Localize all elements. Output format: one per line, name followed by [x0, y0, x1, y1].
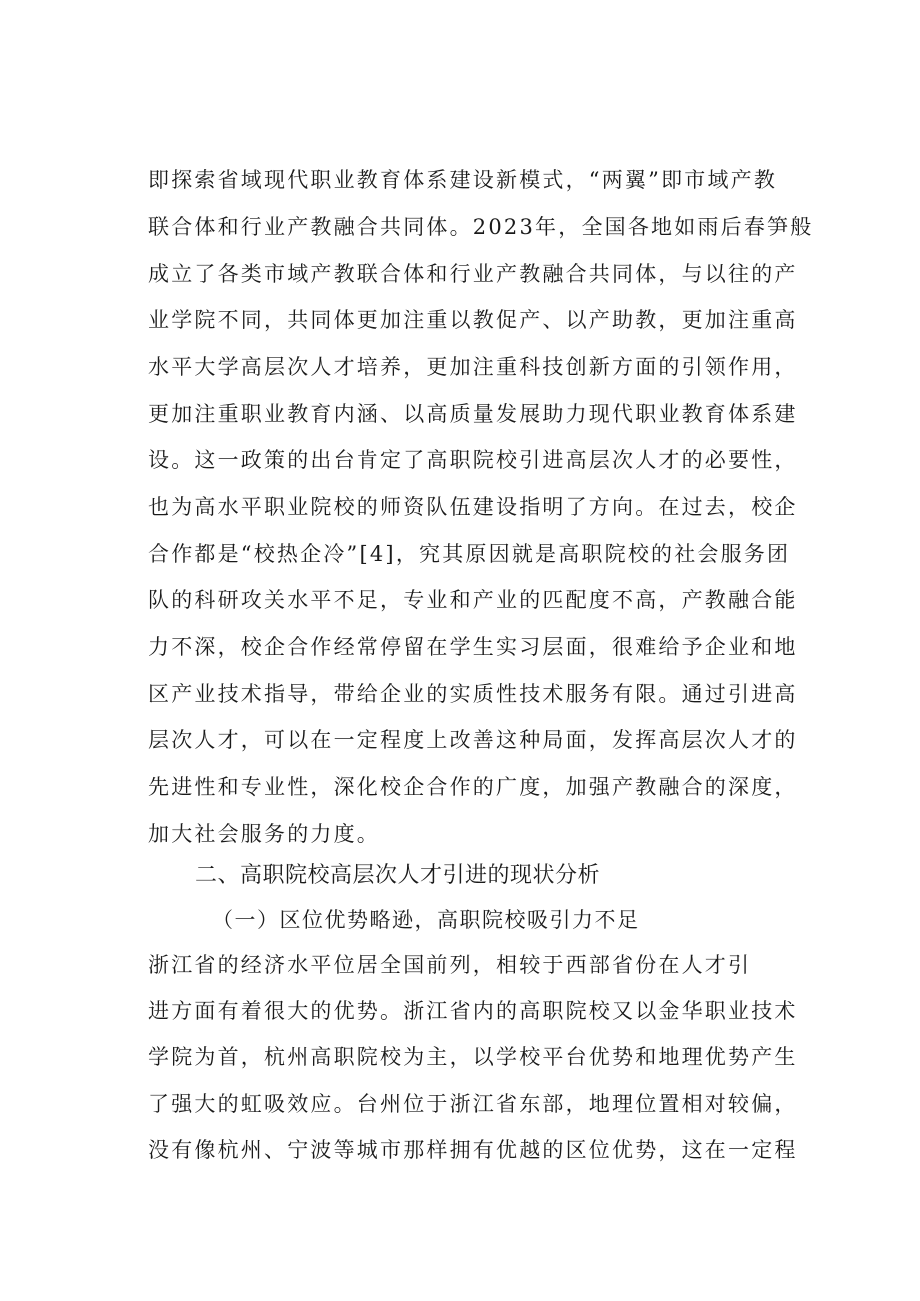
- paragraph-1-line: 即探索省域现代职业教育体系建设新模式，“两翼”即市域产教: [148, 168, 778, 192]
- paragraph-1-line: 加大社会服务的力度。: [148, 822, 380, 846]
- paragraph-1-line: 更加注重职业教育内涵、以高质量发展助力现代职业教育体系建: [148, 402, 798, 426]
- paragraph-2-line: 学院为首，杭州高职院校为主，以学校平台优势和地理优势产生: [148, 1045, 798, 1069]
- paragraph-2-line: 了强大的虹吸效应。台州位于浙江省东部，地理位置相对较偏，: [148, 1092, 798, 1116]
- paragraph-1-line: 联合体和行业产教融合共同体。2023年，全国各地如雨后春笋般: [148, 215, 814, 239]
- subsection-heading: （一）区位优势略逊，高职院校吸引力不足: [212, 908, 640, 932]
- paragraph-1-line: 合作都是“校热企冷”[4]，究其原因就是高职院校的社会服务团: [148, 542, 791, 566]
- paragraph-1-line: 力不深，校企合作经常停留在学生实习层面，很难给予企业和地: [148, 635, 798, 659]
- paragraph-1-line: 业学院不同，共同体更加注重以教促产、以产助教，更加注重高: [148, 308, 798, 332]
- paragraph-1-line: 层次人才，可以在一定程度上改善这种局面，发挥高层次人才的: [148, 728, 798, 752]
- paragraph-1-line: 成立了各类市域产教联合体和行业产教融合共同体，与以往的产: [148, 262, 798, 286]
- paragraph-1-line: 设。这一政策的出台肯定了高职院校引进高层次人才的必要性，: [148, 448, 798, 472]
- paragraph-1-line: 先进性和专业性，深化校企合作的广度，加强产教融合的深度，: [148, 775, 798, 799]
- paragraph-1-line: 也为高水平职业院校的师资队伍建设指明了方向。在过去，校企: [148, 495, 798, 519]
- paragraph-2-line: 浙江省的经济水平位居全国前列，相较于西部省份在人才引: [148, 953, 752, 977]
- paragraph-1-line: 水平大学高层次人才培养，更加注重科技创新方面的引领作用，: [148, 355, 798, 379]
- paragraph-1-line: 队的科研攻关水平不足，专业和产业的匹配度不高，产教融合能: [148, 588, 798, 612]
- paragraph-2-line: 没有像杭州、宁波等城市那样拥有优越的区位优势，这在一定程: [148, 1138, 798, 1162]
- paragraph-1-line: 区产业技术指导，带给企业的实质性技术服务有限。通过引进高: [148, 682, 798, 706]
- section-heading: 二、高职院校高层次人才引进的现状分析: [195, 863, 601, 888]
- paragraph-2-line: 进方面有着很大的优势。浙江省内的高职院校又以金华职业技术: [148, 999, 798, 1023]
